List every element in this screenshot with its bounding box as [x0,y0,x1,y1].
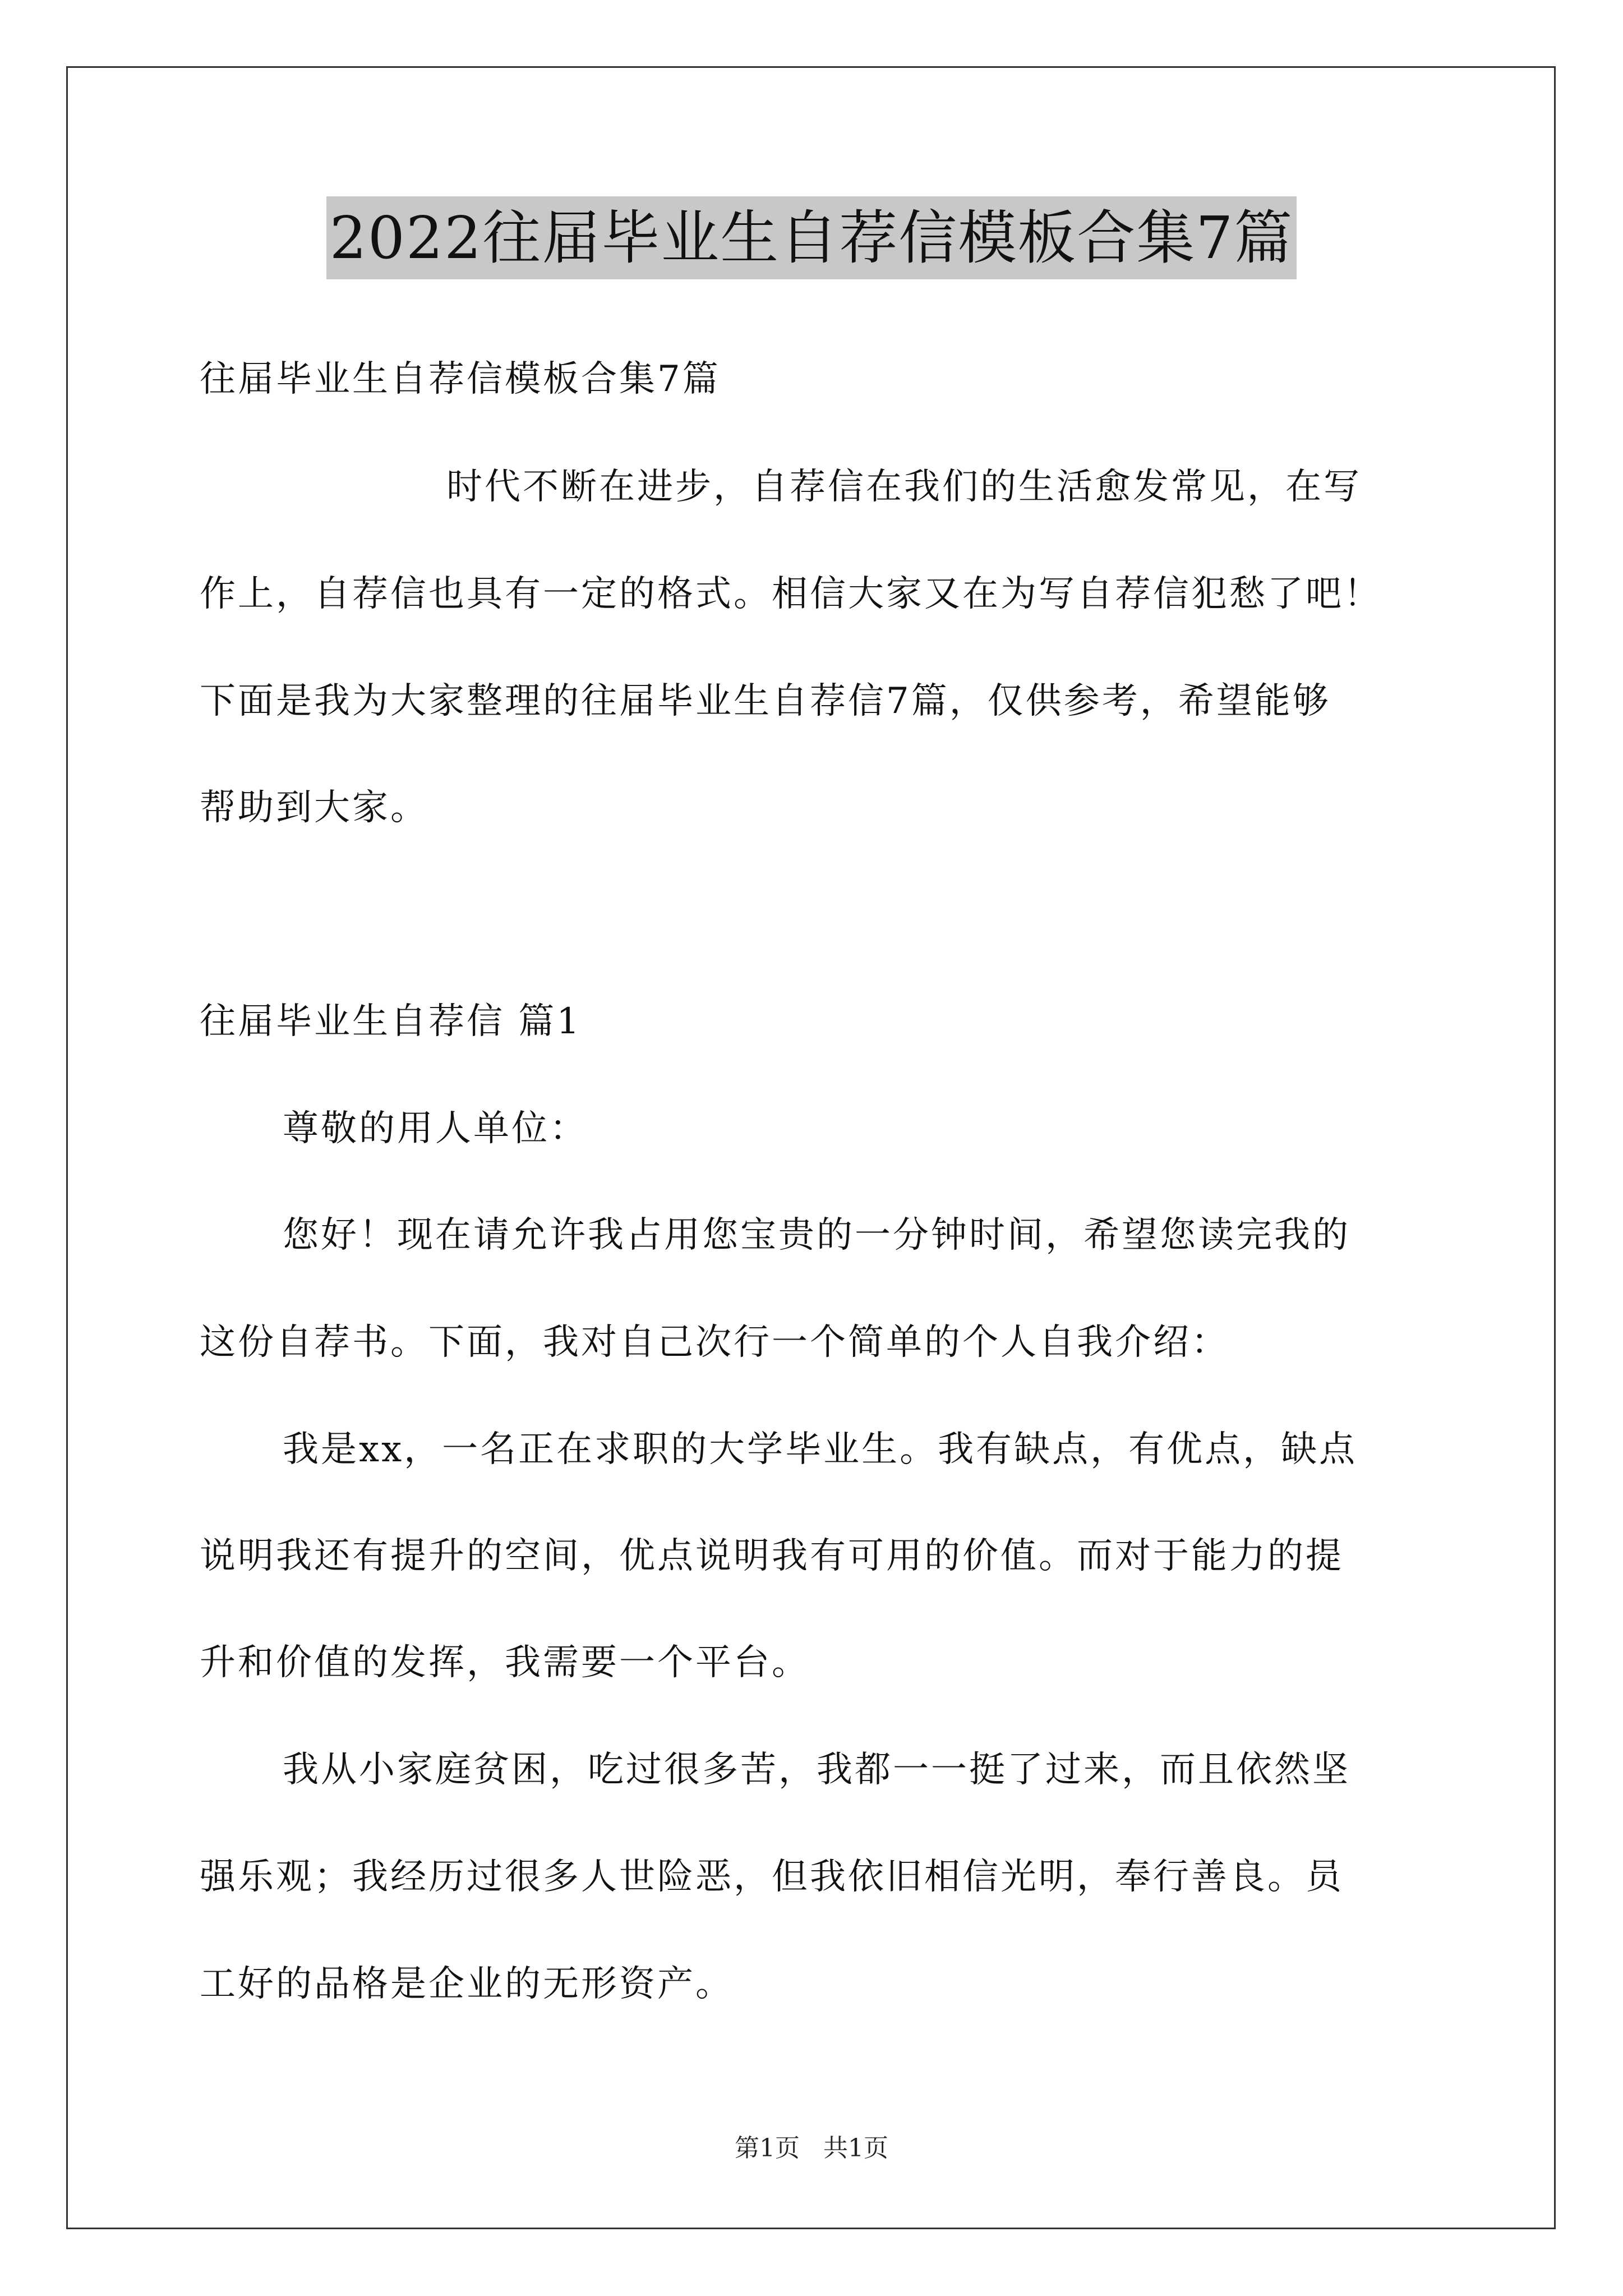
body-line: 强乐观；我经历过很多人世险恶，但我依旧相信光明，奉行善良。员 [200,1856,1344,1898]
body-line: 工好的品格是企业的无形资产。 [200,1963,734,2005]
document-title: 2022往届毕业生自荐信模板合集7篇 [326,196,1297,279]
title-container [0,196,1623,279]
page-number-current: 第1页 [735,2134,800,2162]
body-line: 说明我还有提升的空间，优点说明我有可用的价值。而对于能力的提 [200,1535,1344,1577]
body-line: 我是xx，一名正在求职的大学毕业生。我有缺点，有优点，缺点 [283,1429,1358,1470]
body-line: 尊敬的用人单位： [283,1108,588,1149]
body-line: 我从小家庭贫困，吃过很多苦，我都一一挺了过来，而且依然坚 [283,1749,1350,1791]
intro-line: 帮助到大家。 [200,787,428,829]
page-number-total: 共1页 [823,2134,888,2162]
section-heading: 往届毕业生自荐信 篇1 [200,1001,582,1042]
body-line: 您好！现在请允许我占用您宝贵的一分钟时间，希望您读完我的 [283,1214,1350,1256]
intro-line: 时代不断在进步，自荐信在我们的生活愈发常见，在写 [446,466,1362,508]
body-line: 升和价值的发挥，我需要一个平台。 [200,1642,810,1683]
intro-line: 作上，自荐信也具有一定的格式。相信大家又在为写自荐信犯愁了吧！ [200,573,1382,615]
document-subtitle: 往届毕业生自荐信模板合集7篇 [200,358,721,400]
body-line: 这份自荐书。下面，我对自己次行一个简单的个人自我介绍： [200,1322,1229,1363]
intro-line: 下面是我为大家整理的往届毕业生自荐信7篇，仅供参考，希望能够 [200,680,1331,722]
page-footer [0,2132,1623,2165]
